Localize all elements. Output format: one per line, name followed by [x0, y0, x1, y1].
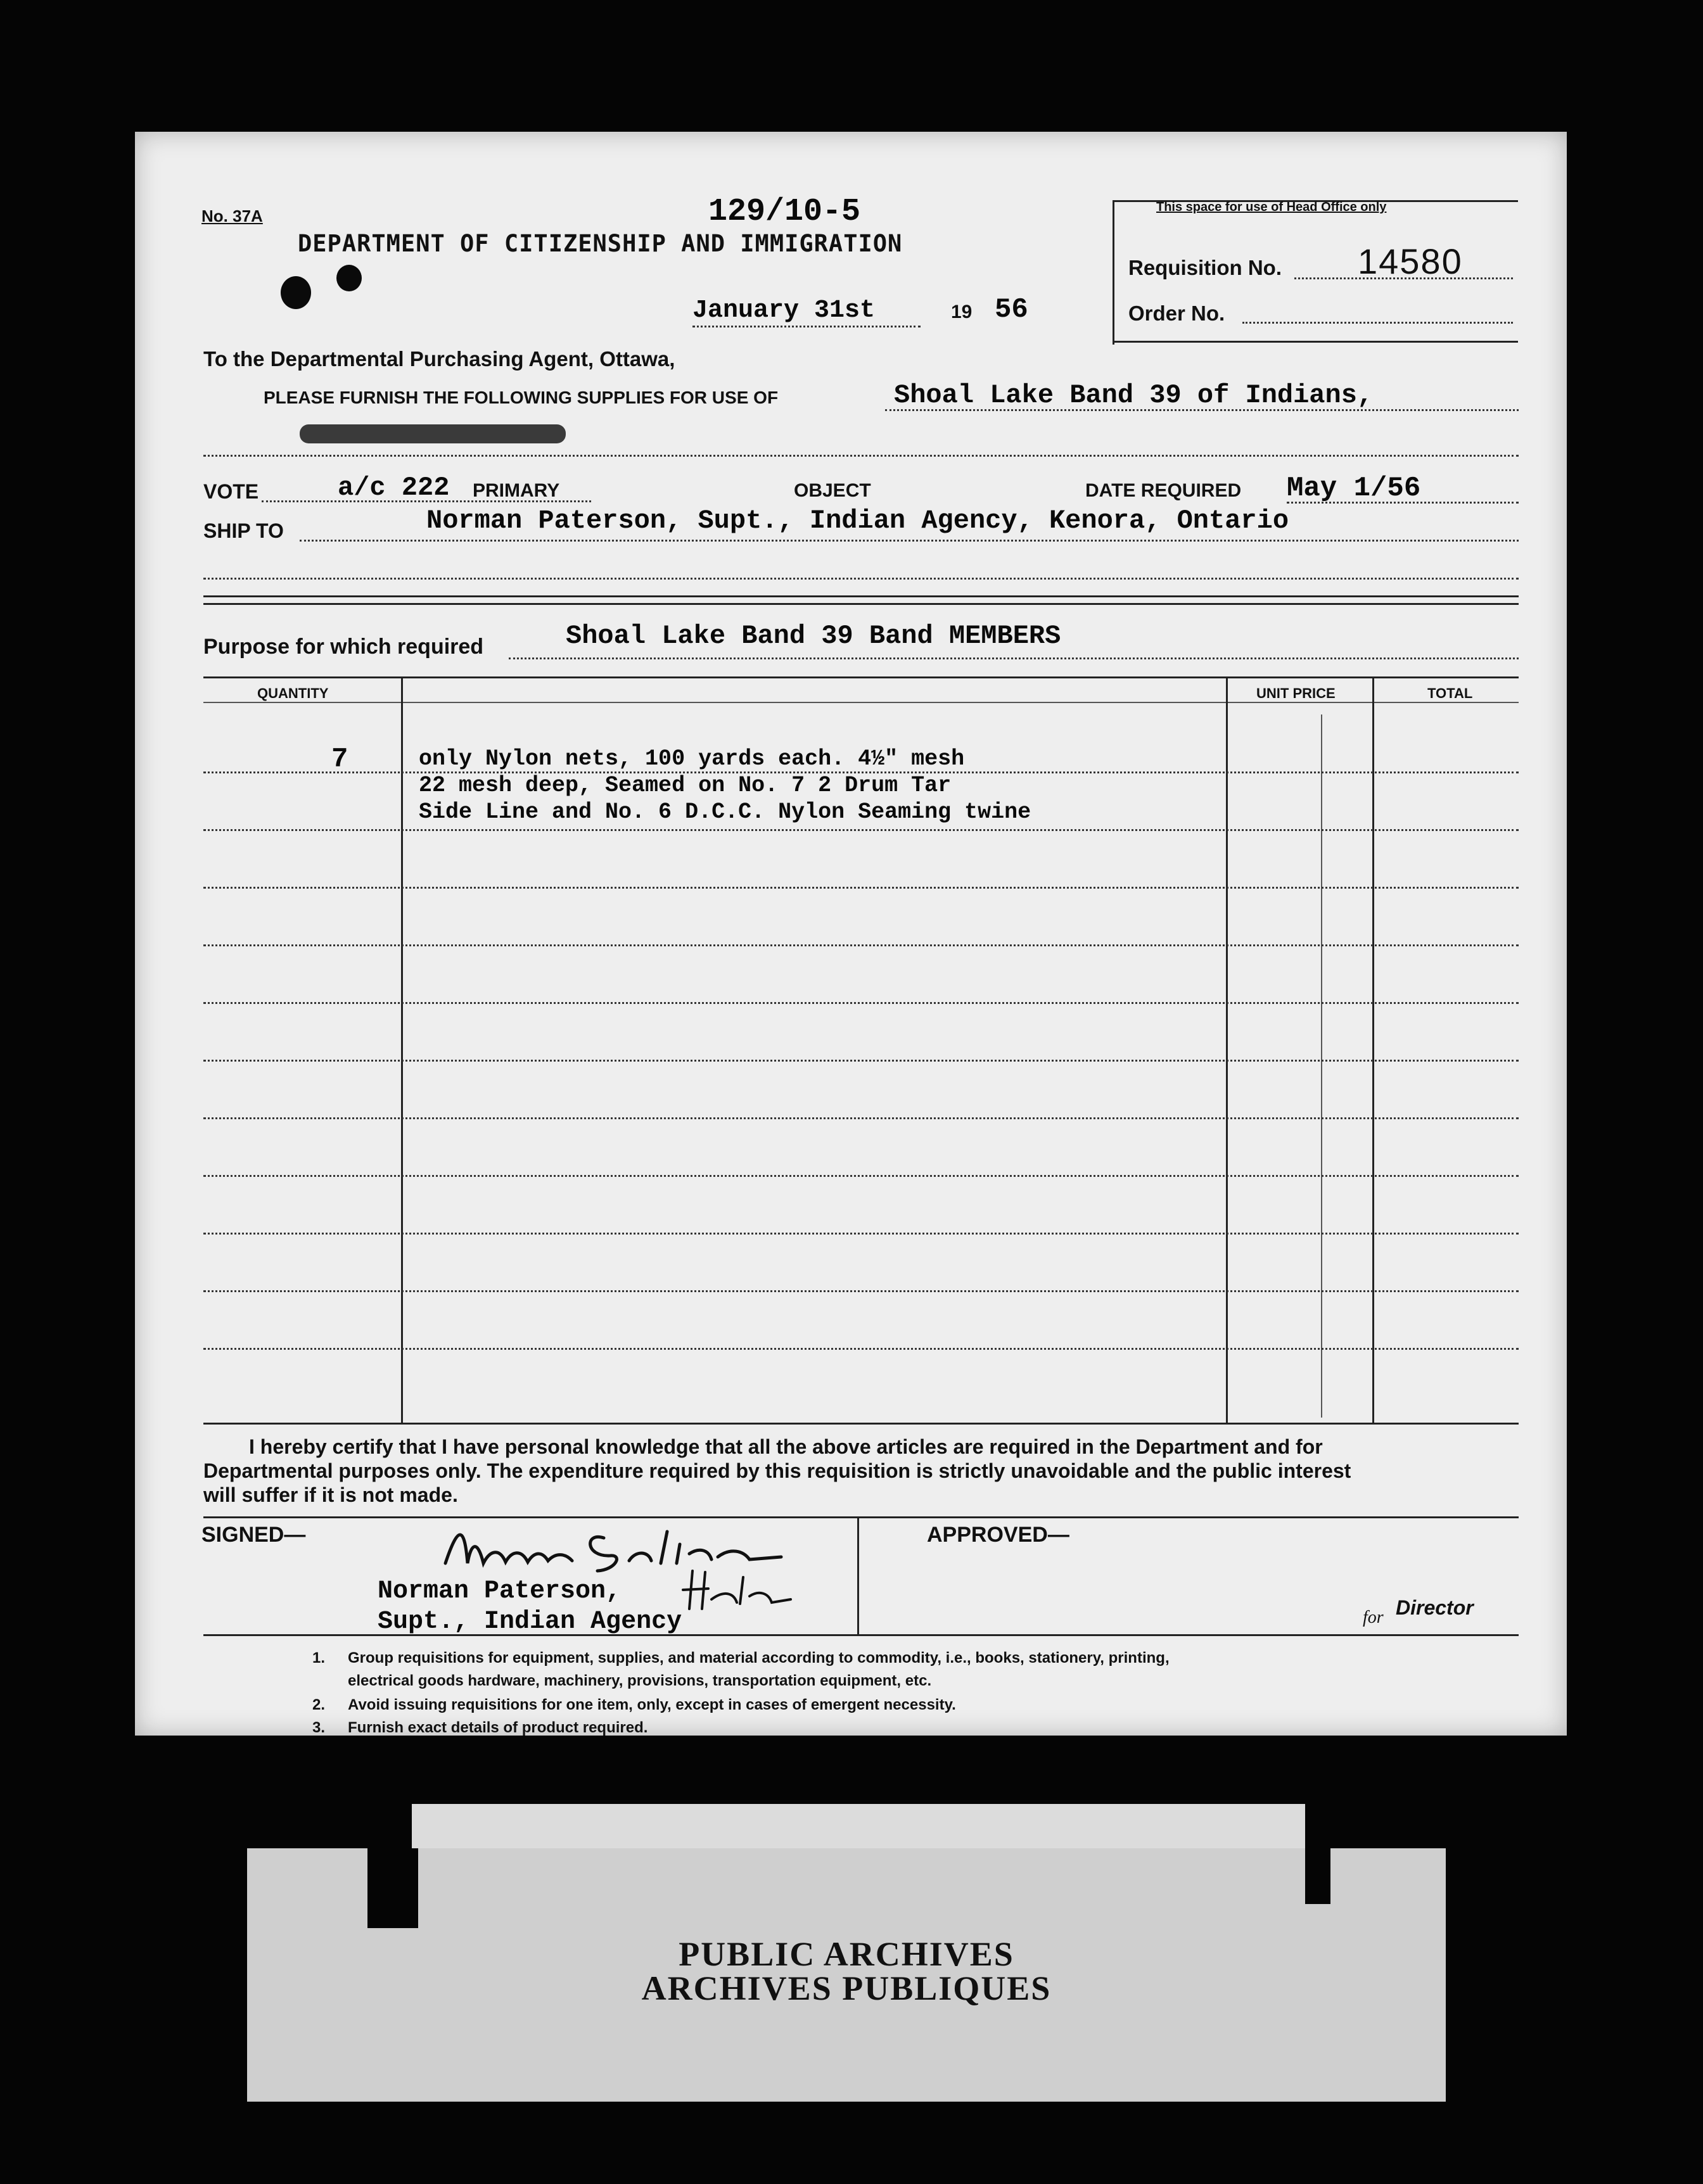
row-description: Side Line and No. 6 D.C.C. Nylon Seaming twine — [419, 799, 1031, 825]
purpose-label: Purpose for which required — [203, 635, 484, 659]
signed-label: SIGNED— — [201, 1523, 306, 1547]
ink-blot — [281, 276, 311, 309]
director-for: for — [1363, 1608, 1384, 1627]
certify-line-2: Departmental purposes only. The expenditure required by this requisition is strictly unavoidable and the public interest — [203, 1459, 1351, 1482]
date-required-label: DATE REQUIRED — [1085, 480, 1242, 501]
requisition-number: 14580 — [1358, 241, 1463, 281]
vote-value: a/c 222 — [338, 473, 450, 503]
ship-to-value: Norman Paterson, Supt., Indian Agency, Kenora, Ontario — [426, 505, 1289, 536]
table-ruling — [203, 1117, 1519, 1119]
date-required-value: May 1/56 — [1287, 473, 1421, 504]
file-reference: 129/10-5 — [708, 194, 861, 230]
archive-line-1: PUBLIC ARCHIVES — [679, 1935, 1014, 1973]
table-ruling — [203, 771, 1519, 773]
object-label: OBJECT — [794, 480, 871, 501]
table-ruling — [203, 1233, 1519, 1235]
date-day: January 31st — [692, 296, 876, 325]
director-label: Director — [1396, 1596, 1474, 1619]
primary-label: PRIMARY — [473, 480, 560, 501]
vote-label: VOTE — [203, 480, 259, 503]
col-unit-price: UNIT PRICE — [1256, 685, 1336, 701]
row-description: only Nylon nets, 100 yards each. 4½" mesh — [419, 746, 965, 771]
archive-line-2: ARCHIVES PUBLIQUES — [641, 1969, 1052, 2007]
table-ruling — [203, 1175, 1519, 1177]
table-ruling — [203, 829, 1519, 831]
date-year-prefix: 19 — [951, 302, 973, 322]
certify-line-3: will suffer if it is not made. — [203, 1483, 458, 1506]
table-ruling — [203, 887, 1519, 889]
requisition-label: Requisition No. — [1128, 256, 1282, 279]
furnish-label: PLEASE FURNISH THE FOLLOWING SUPPLIES FOR USE OF — [264, 388, 779, 407]
row-quantity: 7 — [331, 744, 348, 775]
head-office-note: This space for use of Head Office only — [1156, 200, 1387, 214]
to-line: To the Departmental Purchasing Agent, Ottawa, — [203, 347, 675, 371]
ship-to-label: SHIP TO — [203, 519, 284, 542]
col-quantity: QUANTITY — [257, 685, 329, 701]
requisition-form: No. 37A 129/10-5 DEPARTMENT OF CITIZENSHIP AND IMMIGRATION January 31st 19 56 This space for use of Head Office only Requisition No. 14580 Order No. To the Departmental Purchasing Agent, Ottawa, PLEASE FURNISH THE FOLLOWING SUPPLIES FOR USE OF Shoal Lake Band 39 of Indians, VOTE a/c 222 PRIMARY OBJECT DATE REQUIRED May 1/56 SHIP TO Norman Paterson, Supt., Indian Agency, Kenora, Ontario Purpose for which required Shoal Lake Band 39 Band MEMBERS QUANTITY UNIT PRICE TOTAL 7 only Nylon nets, 100 yards each. 4½" mesh 22 mesh deep, Seamed on No. 7 2 Drum Tar Side Line and No. 6 D.C.C. Nylon Seaming twine I hereby certify that I have personal knowledge that all the above articles are required in the Department and for Departmental purposes only. The expenditure required by this requisition is strictly unavoidable and the public interest will suffer if it is not made. SIGNED— APPROVED— Norman Paterson, Supt., Indian Agency for Director 1. Group requisitions for equipment, supplies, and material according to commodity, i.e., books, stationery, printing, electrical goods hardware, machinery, provisions, transportation equipment, etc. 2. Avoid issuing requisitions for one item, only, except in cases of emergent necessity. 3. Furnish exact details of product required. — [135, 132, 1567, 1736]
table-ruling — [203, 1060, 1519, 1062]
approved-label: APPROVED— — [927, 1523, 1069, 1547]
furnish-value: Shoal Lake Band 39 of Indians, — [894, 380, 1374, 410]
signer-name: Norman Paterson, — [378, 1577, 622, 1606]
form-number: No. 37A — [201, 206, 263, 225]
department-title: DEPARTMENT OF CITIZENSHIP AND IMMIGRATION — [298, 230, 903, 257]
row-description: 22 mesh deep, Seamed on No. 7 2 Drum Tar — [419, 773, 952, 798]
archive-card-bottom — [412, 2008, 1305, 2090]
table-ruling — [203, 1002, 1519, 1004]
table-ruling — [203, 944, 1519, 946]
certify-line-1: I hereby certify that I have personal knowledge that all the above articles are required in the Department and for — [249, 1435, 1323, 1458]
order-label: Order No. — [1128, 302, 1225, 325]
struck-text — [300, 424, 566, 443]
col-total: TOTAL — [1427, 685, 1473, 701]
ink-blot — [336, 265, 362, 291]
table-ruling — [203, 1290, 1519, 1292]
initials-signature — [680, 1565, 794, 1615]
purpose-value: Shoal Lake Band 39 Band MEMBERS — [566, 621, 1061, 651]
date-year: 56 — [995, 294, 1028, 326]
table-ruling — [203, 1348, 1519, 1350]
signer-title: Supt., Indian Agency — [378, 1608, 682, 1636]
